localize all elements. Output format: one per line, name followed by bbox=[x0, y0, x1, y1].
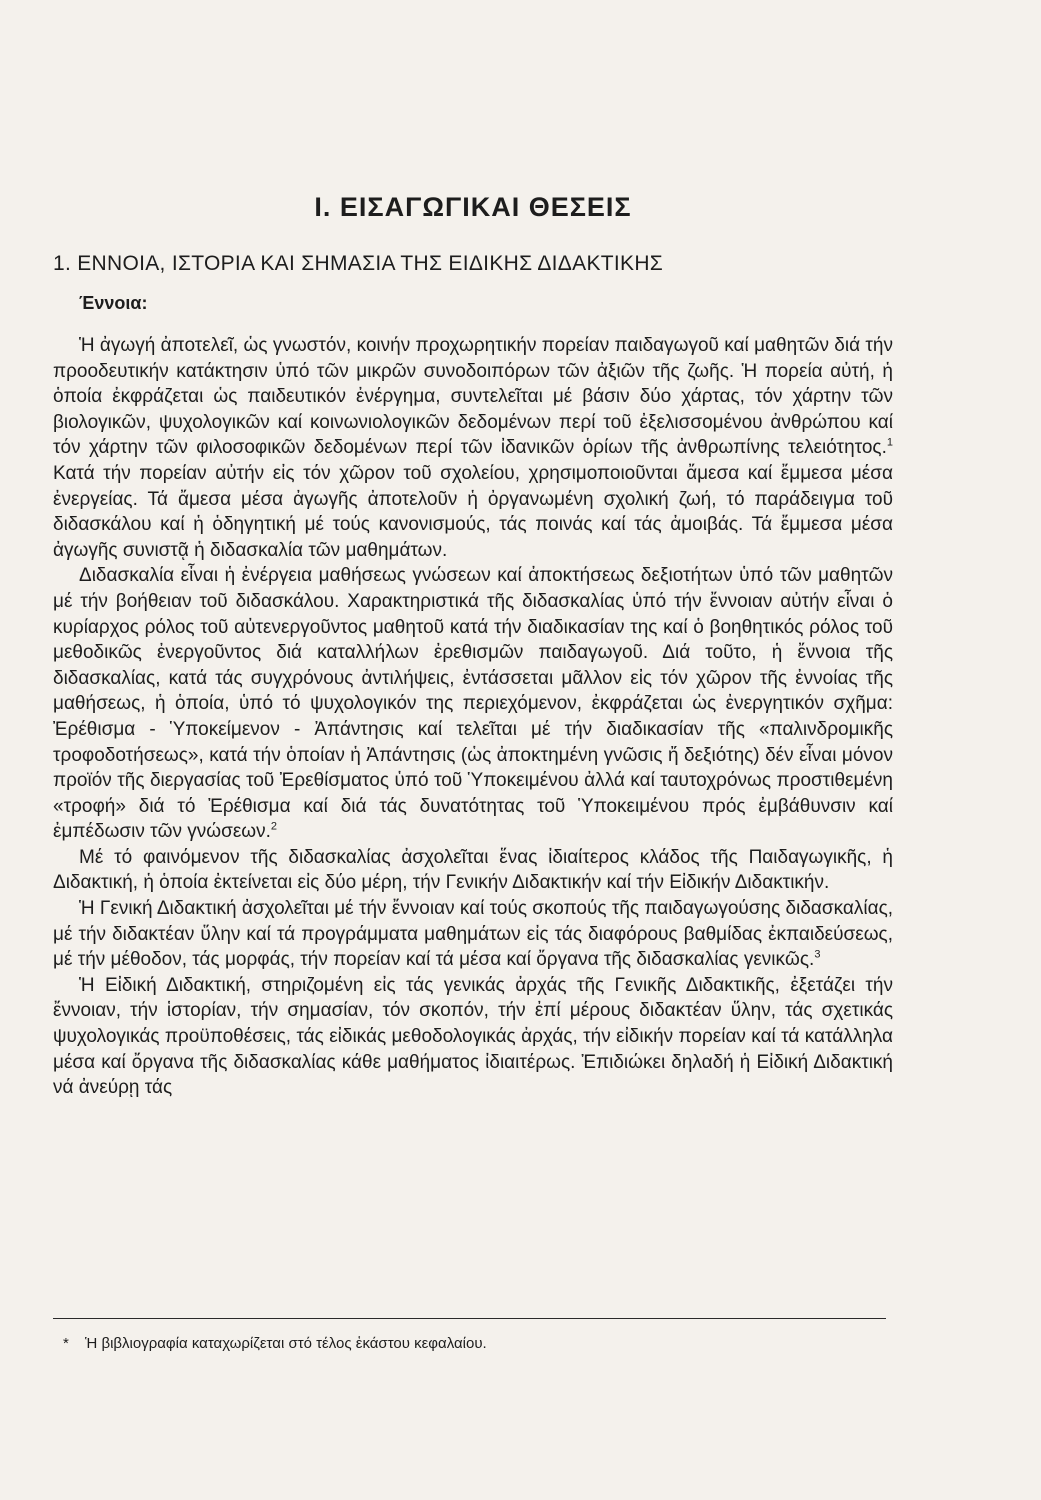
paragraph-text: Ἡ Εἰδική Διδακτική, στηριζομένη εἰς τάς γενικάς ἀρχάς τῆς Γενικῆς Διδακτικῆς, ἐξετάζει τήν ἔννοιαν, τήν ἱστορίαν, τήν σημασίαν, τόν σκοπόν, τήν ἐπί μέρους διδακτέαν ὕλην, τάς σχετικάς ψυχολογικάς προϋποθέσεις, τάς εἰδικάς μεθοδολογικάς ἀρχάς, τήν εἰδικήν πορείαν καί τά κατάλληλα μέσα καί ὄργανα τῆς διδασκαλίας κάθε μαθήματος ἰδιαιτέρως. Ἐπιδιώκει δηλαδή ἡ Εἰδική Διδακτική νά ἀνεύρῃ τάς bbox=[53, 974, 893, 1099]
chapter-title: I. ΕΙΣΑΓΩΓΙΚΑΙ ΘΕΣΕΙΣ bbox=[314, 192, 632, 222]
footnote-divider bbox=[53, 1318, 886, 1319]
footnote-reference: 3 bbox=[814, 948, 821, 961]
paragraph-2 bbox=[53, 563, 893, 845]
book-page bbox=[53, 0, 893, 1500]
footnote-marker: * bbox=[63, 1335, 69, 1352]
paragraph-5 bbox=[53, 973, 893, 1101]
paragraph-text: Ἡ ἀγωγή ἀποτελεῖ, ὡς γνωστόν, κοινήν προχωρητικήν πορείαν παιδαγωγοῦ καί μαθητῶν διά τήν προοδευτικήν κατάκτησιν ὑπό τῶν μικρῶν συνοδοιπόρων τῶν ἀξιῶν τῆς ζωῆς. Ἡ πορεία αὐτή, ἡ ὁποία ἐκφράζεται ὡς παιδευτικόν ἐνέργημα, συντελεῖται μέ βάσιν δύο χάρτας, τόν χάρτην τῶν βιολογικῶν, ψυχολογικῶν καί κοινωνιολογικῶν δεδομένων περί τοῦ ἐξελισσομένου ἀνθρώπου καί τόν χάρτην τῶν φιλοσοφικῶν δεδομένων περί τῶν ἰδανικῶν ὁρίων τῆς ἀνθρωπίνης τελειότητος. bbox=[53, 335, 893, 459]
section-title: 1. ΕΝΝΟΙΑ, ΙΣΤΟΡΙΑ ΚΑΙ ΣΗΜΑΣΙΑ ΤΗΣ ΕΙΔΙΚΗΣ ΔΙΔΑΚΤΙΚΗΣ bbox=[53, 252, 664, 275]
paragraph-text-continued: Κατά τήν πορείαν αὐτήν εἰς τόν χῶρον τοῦ σχολείου, χρησιμοποιοῦνται ἄμεσα καί ἔμμεσα μέσα ἐνεργείας. Τά ἄμεσα μέσα ἀγωγῆς ἀποτελοῦν ἡ ὀργανωμένη σχολική ζωή, τό παράδειγμα τοῦ διδασκάλου καί ἡ ὁδηγητική μέ τούς κανονισμούς, τάς ποινάς καί τάς ἀμοιβάς. Τά ἔμμεσα μέσα ἀγωγῆς συνιστᾷ ἡ διδασκαλία τῶν μαθημάτων. bbox=[53, 462, 893, 561]
subheading-concept: Έννοια: bbox=[79, 293, 148, 313]
paragraph-3 bbox=[53, 845, 893, 896]
paragraph-text: Διδασκαλία εἶναι ἡ ἐνέργεια μαθήσεως γνώσεων καί ἀποκτήσεως δεξιοτήτων ὑπό τῶν μαθητῶν μέ τήν βοήθειαν τοῦ διδασκάλου. Χαρακτηριστικά τῆς διδασκαλίας ὑπό τήν ἔννοιαν αὐτήν εἶναι ὁ κυρίαρχος ρόλος τοῦ αὐτενεργοῦντος μαθητοῦ κατά τήν διαδικασίαν της καί ὁ βοηθητικός ρόλος τοῦ μεθοδικῶς ἐνεργοῦντος διά καταλλήλων ἐρεθισμῶν παιδαγωγοῦ. Διά τοῦτο, ἡ ἔννοια τῆς διδασκαλίας, κατά τάς συγχρόνους ἀντιλήψεις, ἐντάσσεται μᾶλλον εἰς τόν χῶρον τῆς ἐννοίας τῆς μαθήσεως, ἡ ὁποία, ὑπό τό ψυχολογικόν της περιεχόμενον, ἐκφράζεται ὡς ἐνεργητικόν σχῆμα: Ἐρέθισμα - Ὑποκείμενον - Ἀπάντησις καί τελεῖται μέ τήν διαδικασίαν τῆς «παλινδρομικῆς τροφοδοτήσεως», κατά τήν ὁποίαν ἡ Ἀπάντησις (ὡς ἀποκτημένη γνῶσις ἤ δεξιότης) δέν εἶναι μόνον προϊόν τῆς διεργασίας τοῦ Ἐρεθίσματος ὑπό τοῦ Ὑποκειμένου ἀλλά καί ταυτοχρόνως προστιθεμένη «τροφή» διά τό Ἐρέθισμα καί διά τάς δυνατότητας τοῦ Ὑποκειμένου πρός ἐμβάθυνσιν καί ἐμπέδωσιν τῶν γνώσεων. bbox=[53, 565, 893, 843]
paragraph-text: Ἡ Γενική Διδακτική ἀσχολεῖται μέ τήν ἔννοιαν καί τούς σκοπούς τῆς παιδαγωγούσης διδασκαλίας, μέ τήν διδακτέαν ὕλην καί τά προγράμματα μαθημάτων εἰς τάς διαφόρους βαθμίδας ἐκπαιδεύσεως, μέ τήν μέθοδον, τάς μορφάς, τήν πορείαν καί τά μέσα καί ὄργανα τῆς διδασκαλίας γενικῶς. bbox=[53, 898, 893, 971]
paragraph-1 bbox=[53, 333, 893, 563]
paragraph-4 bbox=[53, 896, 893, 973]
paragraph-text: Μέ τό φαινόμενον τῆς διδασκαλίας ἀσχολεῖται ἕνας ἰδιαίτερος κλάδος τῆς Παιδαγωγικῆς, ἡ Διδακτική, ἡ ὁποία ἐκτείνεται εἰς δύο μέρη, τήν Γενικήν Διδακτικήν καί τήν Εἰδικήν Διδακτικήν. bbox=[53, 846, 893, 894]
footnote-reference: 1 bbox=[886, 437, 893, 450]
footnote-reference: 2 bbox=[270, 820, 278, 833]
footnote-text: Ἡ βιβλιογραφία καταχωρίζεται στό τέλος ἑκάστου κεφαλαίου. bbox=[85, 1335, 487, 1352]
body-text bbox=[53, 333, 893, 1101]
footnote bbox=[63, 1335, 487, 1352]
